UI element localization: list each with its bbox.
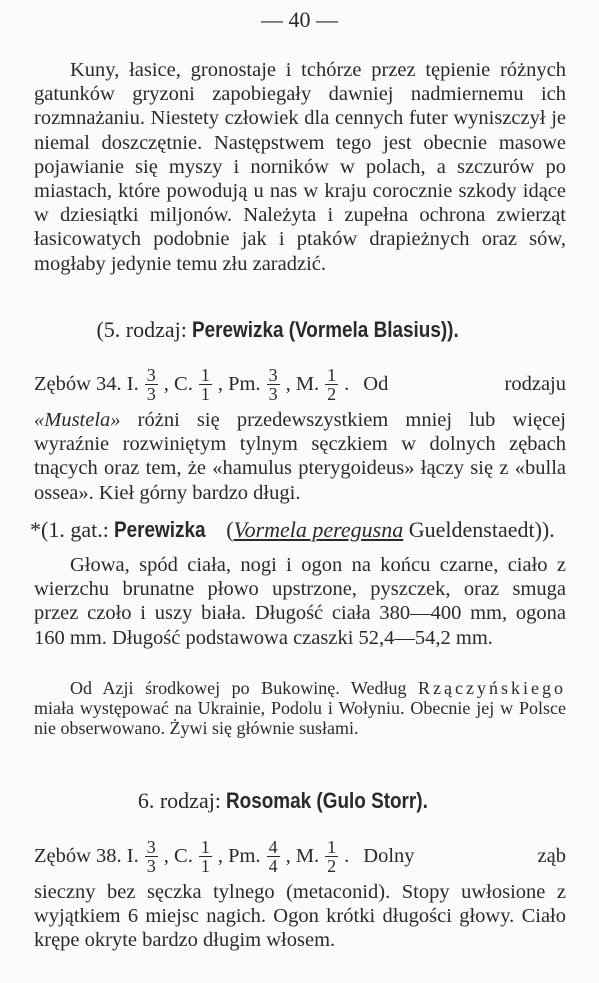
dental-formula-5 xyxy=(34,358,566,410)
dental-formula-5-label: Zębów 34. I. xyxy=(34,372,139,395)
paragraph-description: Głowa, spód ciała, nogi i ogon na końcu czarne, ciało z wierzchu brunatne płowo upstrzone, pyszczek, oraz smuga przez czoło i uszy biała. Długość ciała 380—400 mm, ogona 160 mm. Długość podstawowa czaszki 52,4—54,2 mm. xyxy=(34,554,566,649)
genus-heading-6 xyxy=(0,788,599,814)
fraction-numerator: 4 xyxy=(268,836,278,857)
dental-formula-6-label: Zębów 38. I. xyxy=(34,844,139,867)
page-number: — 40 — xyxy=(261,7,338,32)
fraction-denominator: 2 xyxy=(327,855,337,876)
author-name-spaced: Rzączyńskiego xyxy=(418,678,566,698)
fraction-denominator: 3 xyxy=(146,855,156,876)
formula-tail-right: ząb xyxy=(537,844,566,867)
paragraph-mustela-text: różni się przedewszystkiem mniej lub więcej wyraźnie rozwiniętym tylnym sęczkiem w dolnych zębach tnących oraz tem, że «hamulus pterygoideus» łączy się z «bulla ossea». Kieł górny bardzo długi. xyxy=(34,409,566,504)
genus-heading-5-name: Perewizka (Vormela Blasius)). xyxy=(192,317,460,342)
fraction-numerator: 3 xyxy=(146,364,156,385)
fraction-denominator: 4 xyxy=(268,855,278,876)
tooth-type: . xyxy=(344,372,350,395)
fraction-numerator: 3 xyxy=(146,836,156,857)
dental-formula-6 xyxy=(34,830,566,882)
tooth-type: , M. xyxy=(285,372,320,395)
formula-tail-right: rodzaju xyxy=(504,372,566,395)
species-latin-name: Vormela peregusna xyxy=(233,517,404,542)
fraction-denominator: 2 xyxy=(327,383,337,404)
species-heading-prefix: *(1. gat.: xyxy=(30,517,115,542)
fraction xyxy=(145,366,158,403)
paragraph-intro: Kuny, łasice, gronostaje i tchórze przez tępienie różnych gatunków gryzoni zapobiegały dawniej nadmiernemu ich rozmnażaniu. Niestety człowiek dla cennych futer wyniszczył je niemal doszczętnie. Następstwem tego jest obecnie masowe pojawianie się myszy i norników w polach, a szczurów po miastach, które powodują u nas w kraju corocznie szkody idące w dziesiątki miljonów. Należyta i zupełna ochrona zwierząt łasicowatych podobnie jak i ptaków drapieżnych oraz sów, mogłaby jedynie temu złu zaradzić. xyxy=(34,59,566,275)
fraction-denominator: 3 xyxy=(146,383,156,404)
paragraph-distribution xyxy=(34,678,566,738)
mustela-term: «Mustela» xyxy=(34,409,121,431)
distribution-before: Od Azji środkowej po Bukowinę. Według xyxy=(70,678,419,698)
tooth-type: . xyxy=(344,844,350,867)
fraction-numerator: 3 xyxy=(268,364,278,385)
species-paren: ( xyxy=(220,517,234,542)
genus-heading-6-prefix: 6. rodzaj: xyxy=(137,788,227,813)
tooth-type: , C. xyxy=(163,372,193,395)
species-heading-1 xyxy=(30,517,570,543)
fraction-numerator: 1 xyxy=(200,836,210,857)
formula-tail-left: Dolny xyxy=(363,844,415,867)
genus-heading-6-name: Rosomak (Gulo Storr). xyxy=(226,788,429,813)
tooth-type: , M. xyxy=(285,844,320,867)
tooth-type: , Pm. xyxy=(217,372,261,395)
fraction xyxy=(199,366,212,403)
tooth-type: , Pm. xyxy=(217,844,261,867)
fraction xyxy=(325,838,338,875)
paragraph-mustela xyxy=(34,408,566,505)
fraction xyxy=(267,366,280,403)
fraction-denominator: 1 xyxy=(200,383,210,404)
fraction-numerator: 1 xyxy=(327,364,337,385)
fraction xyxy=(145,838,158,875)
fraction xyxy=(325,366,338,403)
paragraph-rosomak: sieczny bez sęczka tylnego (metaconid). Stopy uwłosione z wyjątkiem 6 miejsc nagich. Ogon krótki długości głowy. Ciało krępe okryte bardzo długim włosem. xyxy=(34,881,566,952)
genus-heading-5 xyxy=(0,317,599,343)
fraction-denominator: 3 xyxy=(268,383,278,404)
species-author: Gueldenstaedt)). xyxy=(403,517,555,542)
fraction-numerator: 1 xyxy=(200,364,210,385)
fraction-numerator: 1 xyxy=(327,836,337,857)
fraction xyxy=(199,838,212,875)
fraction-denominator: 1 xyxy=(200,855,210,876)
genus-heading-5-prefix: (5. rodzaj: xyxy=(96,317,193,342)
fraction xyxy=(267,838,280,875)
species-name: Perewizka xyxy=(114,517,206,542)
formula-tail-left: Od xyxy=(363,372,389,395)
distribution-after: miała występować na Ukrainie, Podolu i Wołyniu. Obecnie jej w Polsce nie obserwowano. Żywi się głównie susłami. xyxy=(34,698,566,738)
tooth-type: , C. xyxy=(163,844,193,867)
